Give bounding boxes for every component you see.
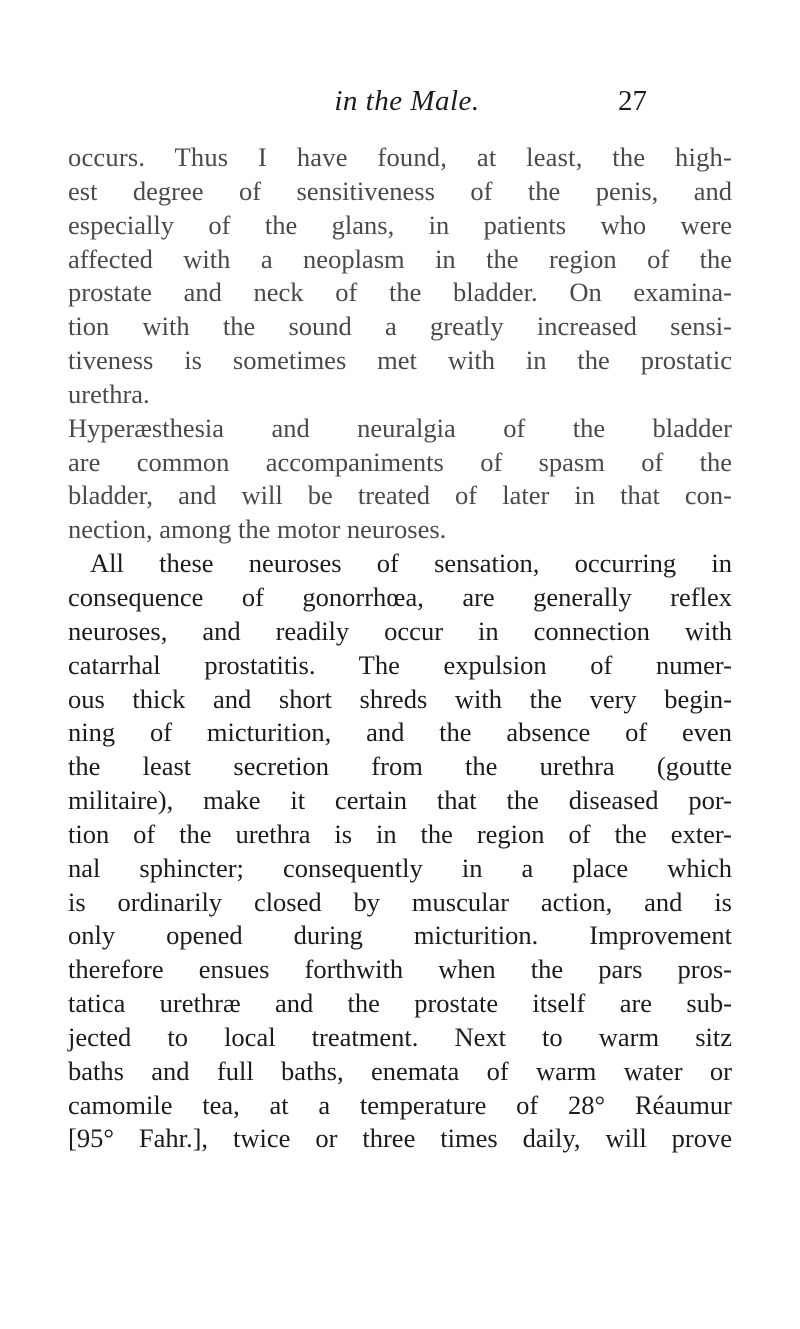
text-line: prostate and neck of the bladder. On examina- (68, 277, 732, 308)
body-text (68, 141, 732, 1156)
paragraph-3 (68, 547, 732, 1156)
text-line: is ordinarily closed by muscular action, and is (68, 886, 732, 917)
text-line: especially of the glans, in patients who were (68, 209, 732, 240)
text-line: militaire), make it certain that the diseased por- (68, 785, 732, 816)
text-line: All these neuroses of sensation, occurring in (90, 548, 732, 579)
text-line: Hyperæsthesia and neuralgia of the bladder (68, 412, 732, 443)
paragraph-1 (68, 141, 732, 412)
text-line: tatica urethræ and the prostate itself are sub- (68, 988, 732, 1019)
text-line: ning of micturition, and the absence of even (68, 717, 732, 748)
paragraph-2 (68, 412, 732, 547)
running-title: in the Male. (334, 85, 480, 117)
text-line: baths and full baths, enemata of warm water or (68, 1055, 732, 1086)
text-line: neuroses, and readily occur in connection with (68, 615, 732, 646)
text-line: tiveness is sometimes met with in the prostatic (68, 345, 732, 376)
text-line: jected to local treatment. Next to warm sitz (68, 1021, 732, 1052)
text-line: therefore ensues forthwith when the pars pros- (68, 954, 732, 985)
text-line: are common accompaniments of spasm of the (68, 446, 732, 477)
text-line: nection, among the motor neuroses. (68, 514, 447, 545)
text-line: affected with a neoplasm in the region of the (68, 243, 732, 274)
text-line: bladder, and will be treated of later in that con- (68, 480, 732, 511)
text-line: catarrhal prostatitis. The expulsion of numer- (68, 649, 732, 680)
text-line: only opened during micturition. Improvement (68, 920, 732, 951)
text-line: camomile tea, at a temperature of 28° Réaumur (68, 1089, 732, 1120)
text-line: urethra. (68, 378, 150, 409)
text-line: tion with the sound a greatly increased sensi- (68, 311, 732, 342)
text-line: [95° Fahr.], twice or three times daily, will prove (68, 1123, 732, 1154)
text-line: consequence of gonorrhœa, are generally reflex (68, 581, 732, 612)
page-header (0, 85, 800, 125)
text-line: the least secretion from the urethra (goutte (68, 751, 732, 782)
text-line: ous thick and short shreds with the very begin- (68, 683, 732, 714)
text-line: tion of the urethra is in the region of the exter- (68, 818, 732, 849)
text-line: occurs. Thus I have found, at least, the high- (68, 142, 732, 172)
text-line: est degree of sensitiveness of the penis, and (68, 175, 732, 206)
page-number: 27 (618, 85, 647, 117)
text-line: nal sphincter; consequently in a place which (68, 852, 732, 883)
